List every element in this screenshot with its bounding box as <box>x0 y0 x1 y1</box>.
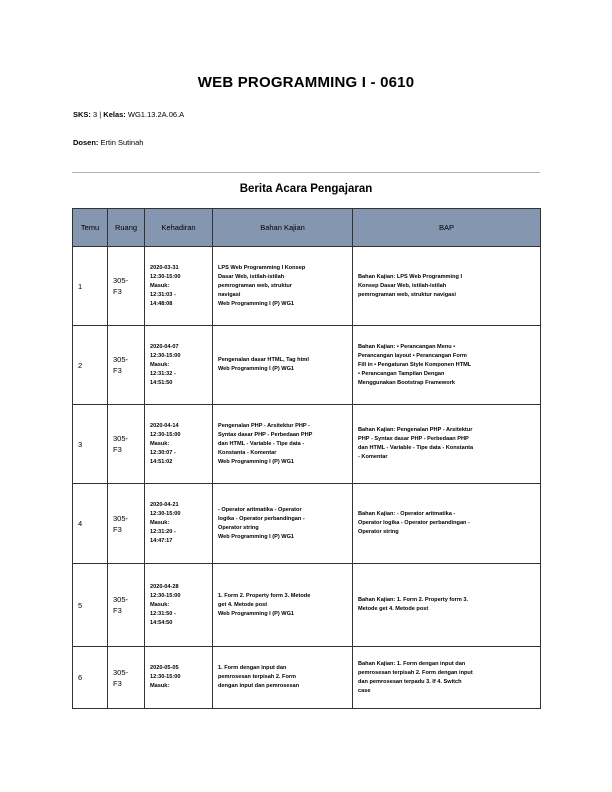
course-info <box>73 110 184 119</box>
sks-value: 3 | <box>90 110 104 119</box>
bap-table <box>72 208 541 709</box>
bahan-kajian-text: 1. Form dengan input dan pemrosesan terpisah 2. Form dengan input dan pemrosesan <box>218 665 300 689</box>
cell-bahan-kajian <box>213 326 353 405</box>
kehadiran-text: 2020-04-14 12:30-15:00 Masuk: 12:30:07 - 14:51:02 <box>150 422 181 465</box>
kehadiran-text: 2020-05-05 12:30-15:00 Masuk: <box>150 665 181 689</box>
bap-text: Bahan Kajian: LPS Web Programming I Konsep Dasar Web, istilah-istilah pemrograman web, struktur navigasi <box>358 273 463 298</box>
cell-bahan-kajian <box>213 405 353 484</box>
ruang-text: 305- F3 <box>113 355 129 375</box>
table-row <box>73 247 541 326</box>
table-row <box>73 326 541 405</box>
ruang-text: 305- F3 <box>113 434 129 454</box>
bahan-kajian-text: Pengenalan dasar HTML, Tag html Web Programming I (P) WG1 <box>218 357 309 372</box>
cell-kehadiran <box>145 326 213 405</box>
bahan-kajian-text: LPS Web Programming I Konsep Dasar Web, istilah-istilah pemrograman web, struktur navigasi Web Programming I (P) WG1 <box>218 264 306 307</box>
kehadiran-text: 2020-04-07 12:30-15:00 Masuk: 12:31:32 - 14:51:50 <box>150 343 181 386</box>
table-row <box>73 484 541 564</box>
cell-ruang <box>108 484 145 564</box>
cell-ruang <box>108 247 145 326</box>
page-title: WEB PROGRAMMING I - 0610 <box>197 74 415 91</box>
cell-bahan-kajian <box>213 247 353 326</box>
cell-bap <box>353 647 541 709</box>
table-row <box>73 647 541 709</box>
table-header-row <box>73 209 541 247</box>
kelas-value: WG1.13.2A.06.A <box>125 110 185 119</box>
kehadiran-text: 2020-04-21 12:30-15:00 Masuk: 12:31:20 - 14:47:17 <box>150 502 181 544</box>
cell-kehadiran <box>145 247 213 326</box>
dosen-value: Ertin Sutinah <box>98 138 144 147</box>
cell-bahan-kajian <box>213 647 353 709</box>
ruang-text: 305- F3 <box>113 667 129 688</box>
ruang-text: 305- F3 <box>113 595 129 615</box>
cell-temu: 5 <box>73 564 108 647</box>
bap-text: Bahan Kajian: 1. Form 2. Property form 3. Metode get 4. Metode post <box>358 597 469 612</box>
cell-temu: 2 <box>73 326 108 405</box>
cell-kehadiran <box>145 405 213 484</box>
cell-ruang <box>108 405 145 484</box>
cell-temu: 4 <box>73 484 108 564</box>
bahan-kajian-text: 1. Form 2. Property form 3. Metode get 4. Metode post Web Programming I (P) WG1 <box>218 592 311 617</box>
bap-text: Bahan Kajian: - Operator aritmatika - Operator logika - Operator perbandingan - Operator string <box>358 511 470 535</box>
cell-bap <box>353 326 541 405</box>
sks-label: SKS: <box>73 110 91 119</box>
cell-ruang <box>108 326 145 405</box>
divider <box>72 172 540 173</box>
kehadiran-text: 2020-04-28 12:30-15:00 Masuk: 12:31:50 - 14:54:50 <box>150 583 181 626</box>
bap-text: Bahan Kajian: Pengenalan PHP - Arsitektur PHP - Syntax dasar PHP - Perbedaan PHP dan HTML - Variable - Tipe data - Konstanta - Komentar <box>358 427 474 460</box>
ruang-text: 305- F3 <box>113 276 129 296</box>
cell-kehadiran <box>145 484 213 564</box>
table-row <box>73 405 541 484</box>
cell-ruang <box>108 647 145 709</box>
header-kehadiran: Kehadiran <box>145 209 213 247</box>
cell-bap <box>353 564 541 647</box>
dosen-label: Dosen: <box>73 138 99 147</box>
cell-temu: 6 <box>73 647 108 709</box>
cell-bap <box>353 247 541 326</box>
header-ruang: Ruang <box>108 209 145 247</box>
header-bap: BAP <box>353 209 541 247</box>
cell-bahan-kajian <box>213 564 353 647</box>
cell-temu: 3 <box>73 405 108 484</box>
kelas-label: Kelas: <box>103 110 126 119</box>
bap-text: Bahan Kajian: 1. Form dengan input dan pemrosesan terpisah 2. Form dengan input dan pemrosesan terpadu 3. If 4. Switch case <box>358 660 473 694</box>
cell-bap <box>353 405 541 484</box>
bap-text: Bahan Kajian: • Perancangan Menu • Perancangan layout • Perancangan Form Fill in • Pengaturan Style Komponen HTML • Perancangan Tampilan Dengan Menggunakan Bootstrap Framework <box>358 343 472 386</box>
table-row <box>73 564 541 647</box>
header-bahan-kajian: Bahan Kajian <box>213 209 353 247</box>
kehadiran-text: 2020-03-31 12:30-15:00 Masuk: 12:31:03 - 14:48:08 <box>150 264 181 307</box>
cell-kehadiran <box>145 564 213 647</box>
ruang-text: 305- F3 <box>113 513 129 534</box>
section-title: Berita Acara Pengajaran <box>239 183 373 195</box>
bahan-kajian-text: Pengenalan PHP - Arsitektur PHP - Syntax dasar PHP - Perbedaan PHP dan HTML - Variable - Tipe data - Konstanta - Komentar Web Programming I (P) WG1 <box>218 422 313 465</box>
bahan-kajian-text: - Operator aritmatika - Operator logika - Operator perbandingan - Operator string Web Programming I (P) WG1 <box>218 506 305 540</box>
cell-kehadiran <box>145 647 213 709</box>
cell-temu: 1 <box>73 247 108 326</box>
lecturer-info <box>73 138 143 147</box>
cell-bap <box>353 484 541 564</box>
header-temu: Temu <box>73 209 108 247</box>
cell-bahan-kajian <box>213 484 353 564</box>
cell-ruang <box>108 564 145 647</box>
